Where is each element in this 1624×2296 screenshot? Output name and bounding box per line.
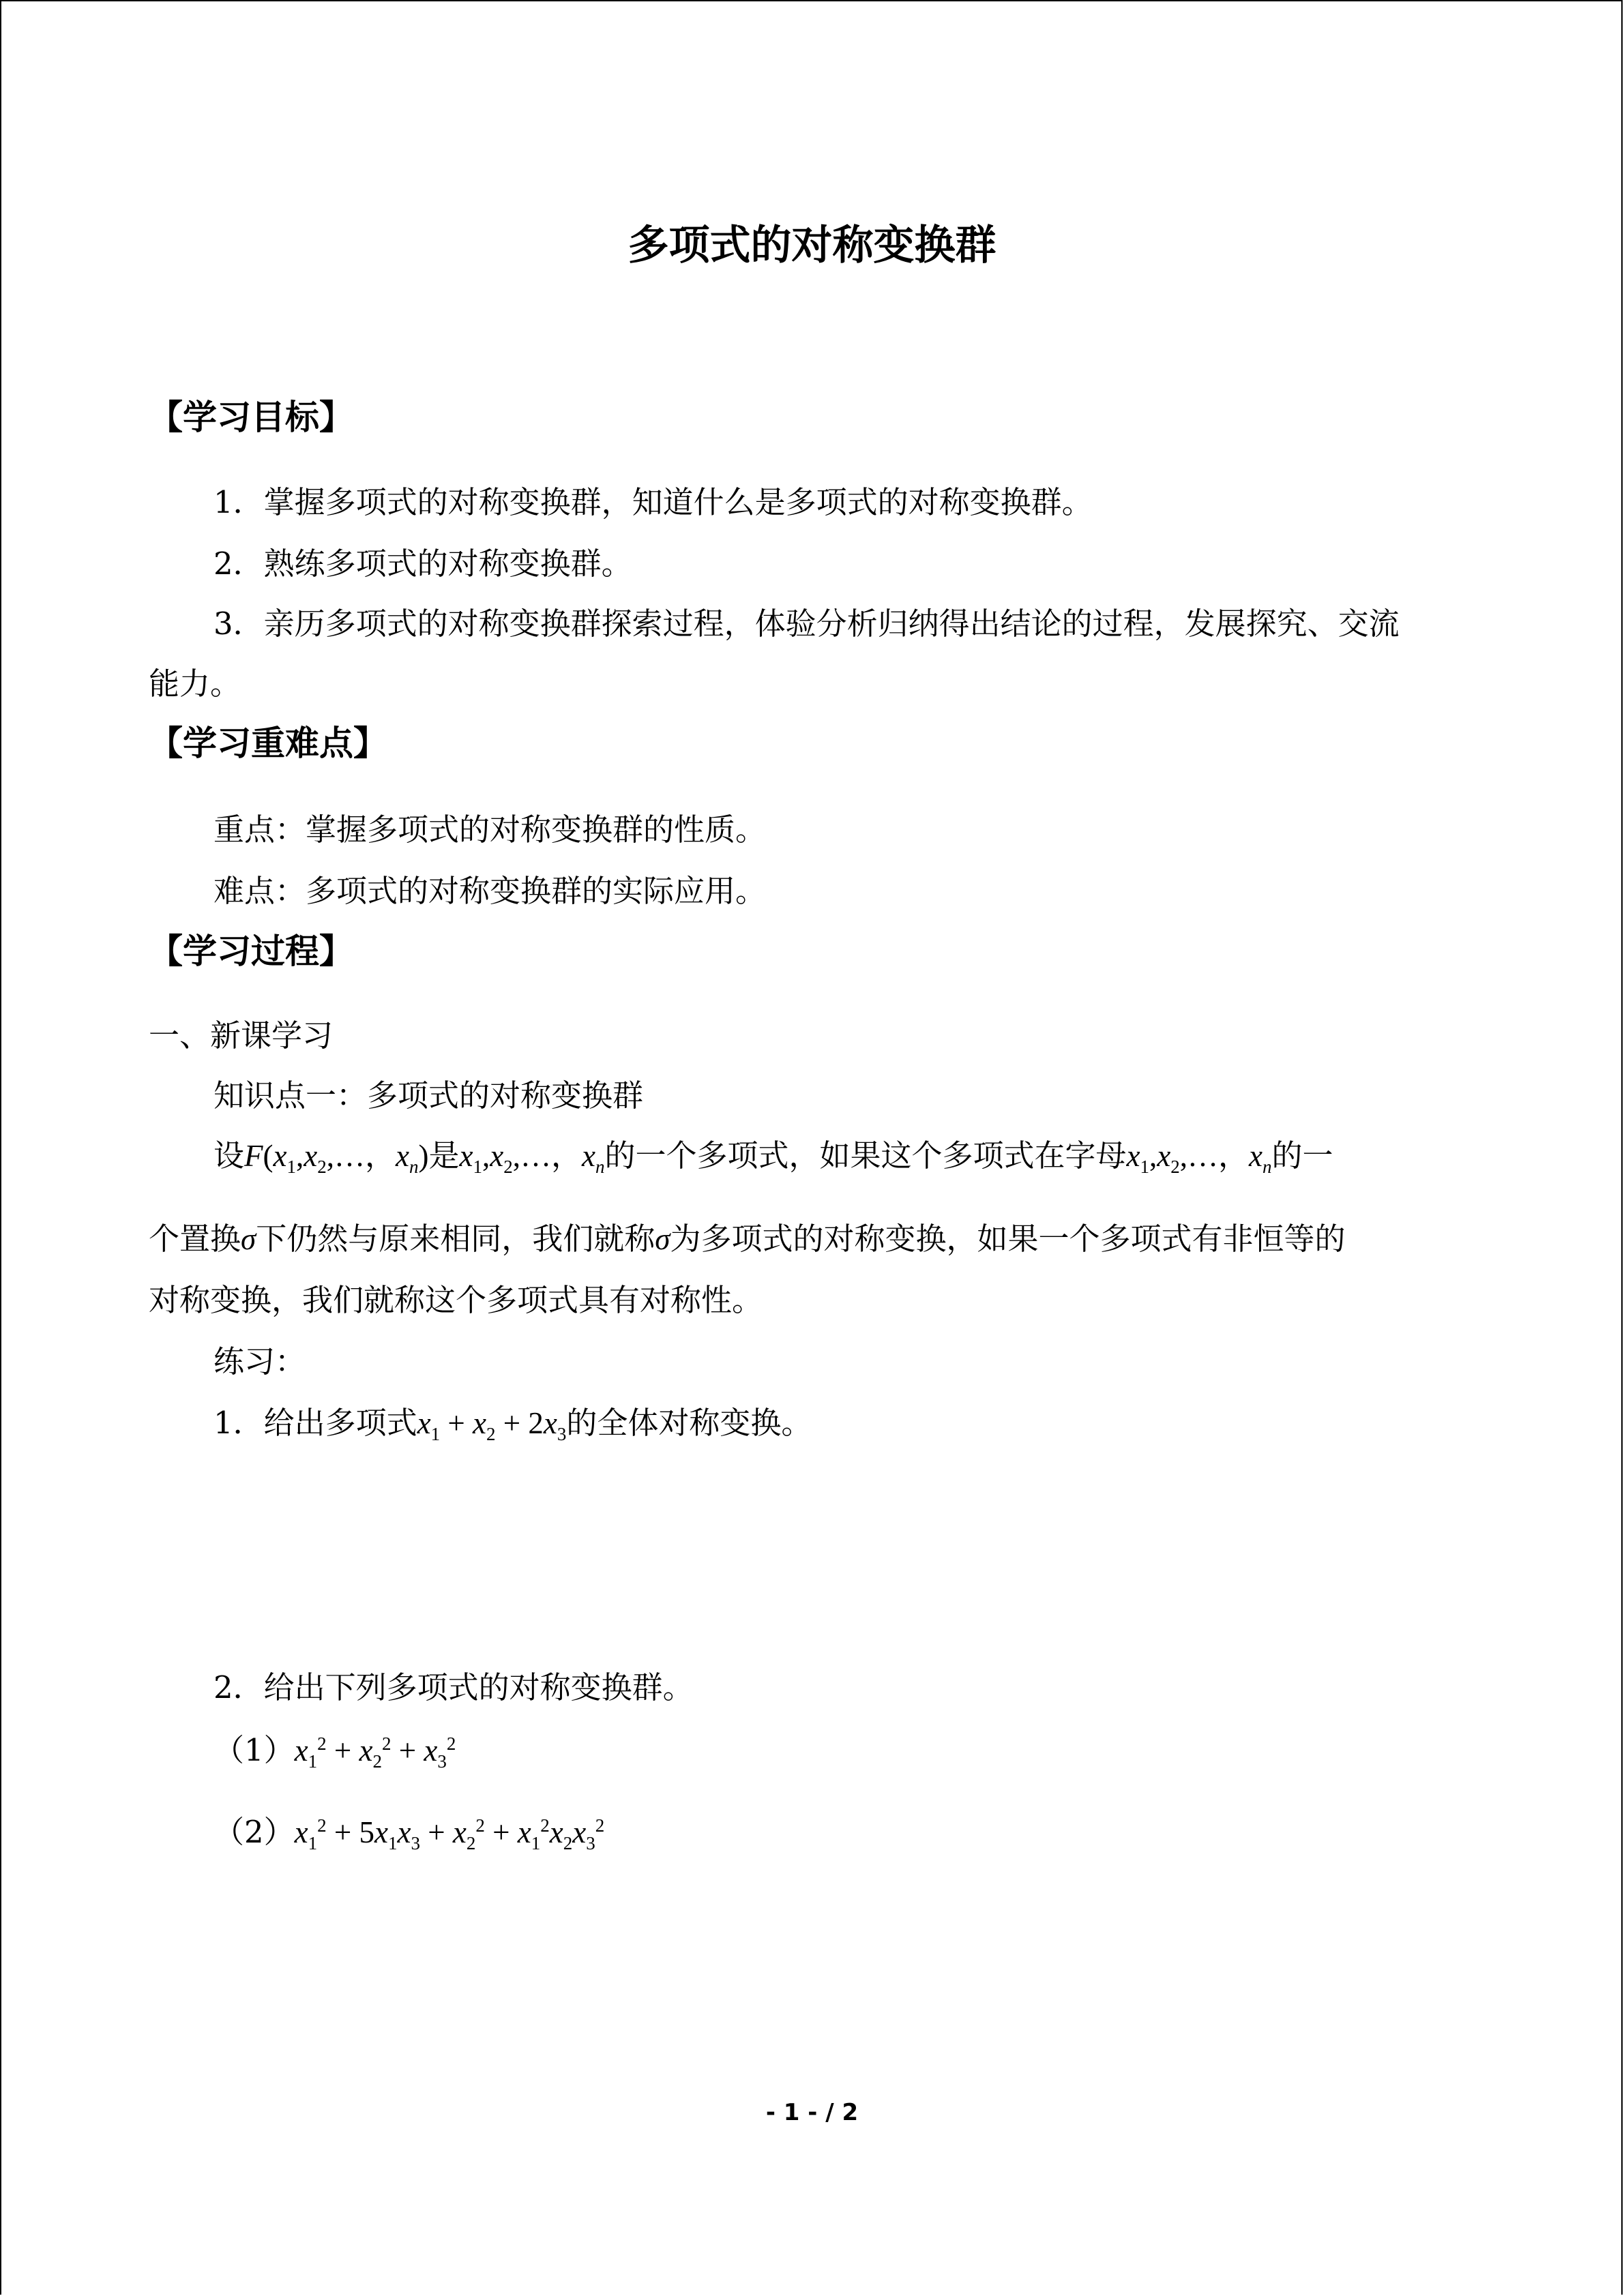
key-point: 重点：掌握多项式的对称变换群的性质。 [213, 811, 767, 848]
sigma-symbol: σ [241, 1222, 256, 1256]
page-number: - 1 - / 2 [765, 2099, 859, 2126]
heading-objectives: 【学习目标】 [149, 398, 353, 437]
formula-vars-2: x [1126, 1139, 1140, 1173]
formula-vars-1: x [459, 1139, 473, 1173]
sigma-symbol: σ [655, 1222, 670, 1256]
page-title: 多项式的对称变换群 [628, 222, 996, 269]
question-2: 2．给出下列多项式的对称变换群。 [213, 1669, 694, 1705]
question-2-1: $(1)x_1^2 + x_2^2 + x_3^2$ [213, 1732, 456, 1772]
objective-3: 3．亲历多项式的对称变换群探索过程，体验分析归纳得出结论的过程，发展探究、交流 [213, 606, 1400, 642]
heading-key-points: 【学习重难点】 [149, 724, 387, 763]
question-1: 1．给出多项式$x_1 + x_2 + 2x_3$的全体对称变换。 [213, 1405, 812, 1444]
objective-2: 2．熟练多项式的对称变换群。 [213, 546, 632, 582]
objective-1: 1．掌握多项式的对称变换群，知道什么是多项式的对称变换群。 [213, 484, 1093, 520]
definition-line-2: 个置换σ下仍然与原来相同，我们就称σ为多项式的对称变换，如果一个多项式有非恒等的 [149, 1221, 1346, 1257]
difficult-point: 难点：多项式的对称变换群的实际应用。 [213, 873, 767, 909]
formula-F: F [244, 1139, 263, 1173]
knowledge-point-1: 知识点一：多项式的对称变换群 [213, 1077, 644, 1114]
definition-line-3: 对称变换，我们就称这个多项式具有对称性。 [149, 1282, 763, 1318]
objective-3-cont: 能力。 [149, 666, 241, 702]
heading-process: 【学习过程】 [149, 931, 353, 971]
definition-line-1: 设$F(x_1,x_2,\dots$，$x_n$)是$x_1,x_2,\dots$，$x_n$的一个多项式，如果这个多项式在字母$x_1,x_2,\dots$，$x_n$的一 [213, 1137, 1333, 1177]
part-new-lesson: 一、新课学习 [149, 1017, 334, 1054]
question-2-2: $(2)x_1^2 + 5x_1x_3 + x_2^2 + x_1^2x_2x_3^2$ [213, 1814, 605, 1853]
practice-label: 练习： [213, 1343, 306, 1380]
